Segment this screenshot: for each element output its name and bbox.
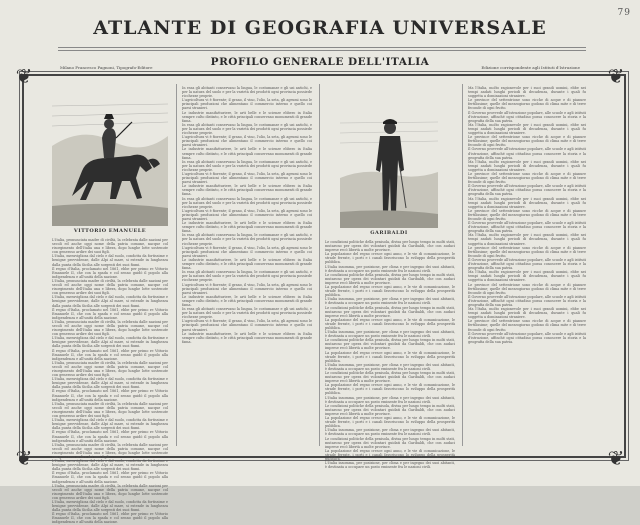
paragraph: La popolazione del regno cresce ogni anno, e le vie di comunicazione, le strade ferrate, i porti e i canali favoriscono lo sviluppo della prosperità pubblica. <box>325 317 455 330</box>
title-rule-double <box>58 50 586 51</box>
paragraph: Il Governo provvede all'istruzione popolare, alle scuole e agli istituti d'istruzione, affinché ogni cittadino possa conoscere la storia e la geografia della sua patria. <box>468 147 586 160</box>
paragraph: In essa gli abitanti conservano la lingua, le costumanze e gli usi antichi, e per la natura del suolo e per la varietà dei prodotti ogni provincia possiede ricchezze proprie. <box>182 233 312 246</box>
paragraph: L'Italia, meravigliosa dal cielo e dal suolo, condotta da fortissime e benigne provvidenze, dalle Alpi al mare, si estende in lunghezza dalla punta della Sicilia alle sorgenti dei suoi fiumi. <box>52 254 168 267</box>
paragraph: Le condizioni politiche della penisola, divisa per lungo tempo in molti stati, mutarono per opera dei volontari guidati da Garibaldi, che con audaci imprese recò libertà a molte province. <box>325 338 455 351</box>
paragraph: Ma l'Italia, molto ragionevole per i suoi grandi uomini, ebbe nei tempi andati lunghi periodi di decadenza, durante i quali fu soggetta a dominazioni straniere. <box>468 307 586 320</box>
paragraph: Ma l'Italia, molto ragionevole per i suoi grandi uomini, ebbe nei tempi andati lunghi periodi di decadenza, durante i quali fu soggetta a dominazioni straniere. <box>468 122 586 136</box>
paragraph: La popolazione del regno cresce ogni anno, e le vie di comunicazione, le strade ferrate, i porti e i canali favoriscono lo sviluppo della prosperità pubblica. <box>325 416 455 429</box>
figure-caption-left: VITTORIO EMANUELE <box>73 228 147 234</box>
paragraph: L'Italia insomma, per posizione, per clima e per ingegno dei suoi abitanti, è destinata a occupare un posto eminente fra le nazioni civili. <box>325 330 455 339</box>
paragraph: L'Italia insomma, per posizione, per clima e per ingegno dei suoi abitanti, è destinata a occupare un posto eminente fra le nazioni civili. <box>325 264 455 273</box>
paragraph: Il Governo provvede all'istruzione popolare, alle scuole e agli istituti d'istruzione, affinché ogni cittadino possa conoscere la storia e la geografia della sua patria. <box>468 331 586 344</box>
corner-ornament-bottom-left: ❦ <box>15 446 33 470</box>
column-divider <box>319 84 320 446</box>
section-subtitle: PROFILO GENERALE DELL'ITALIA <box>210 56 430 68</box>
paragraph: L'Italia, meravigliosa dal cielo e dal suolo, condotta da fortissime e benigne provvidenze, dalle Alpi al mare, si estende in lunghezza dalla punta della Sicilia alle sorgenti dei suoi fiumi. <box>52 377 168 390</box>
paragraph: L'agricoltura vi è fiorente; il grano, il vino, l'olio, la seta, gli agrumi sono le principali produzioni che alimentano il commercio interno e quello coi paesi stranieri. <box>182 245 312 258</box>
paragraph: Il regno d'Italia, proclamato nel 1861, ebbe per primo re Vittorio Emanuele II, che con la spada e col senno guidò il popolo alla indipendenza e all'unità della nazione. <box>52 512 168 525</box>
text-column-3 <box>325 240 455 470</box>
paragraph: Il regno d'Italia, proclamato nel 1861, ebbe per primo re Vittorio Emanuele II, che con la spada e col senno guidò il popolo alla indipendenza e all'unità della nazione. <box>52 266 168 279</box>
atlas-title: ATLANTE DI GEOGRAFIA UNIVERSALE <box>93 17 547 39</box>
column-divider <box>176 84 177 446</box>
paragraph: L'Italia, pronunciata madre di civiltà, la celebrata dalle nazioni per secoli ed anche oggi nome della patria comune, nacque col risorgimento dell'Italia una e libera, dopo lunghe lotte sostenute con generoso ardire dei suoi figli. <box>52 483 168 500</box>
paragraph: Il Governo provvede all'istruzione popolare, alle scuole e agli istituti d'istruzione, affinché ogni cittadino possa conoscere la storia e la geografia della sua patria. <box>468 257 586 271</box>
paragraph: L'agricoltura vi è fiorente; il grano, il vino, l'olio, la seta, gli agrumi sono le principali produzioni che alimentano il commercio interno e quello coi paesi stranieri. <box>182 171 312 185</box>
paragraph: Le condizioni politiche della penisola, divisa per lungo tempo in molti stati, mutarono per opera dei volontari guidati da Garibaldi, che con audaci imprese recò libertà a molte province. <box>325 240 455 253</box>
paragraph: Le condizioni politiche della penisola, divisa per lungo tempo in molti stati, mutarono per opera dei volontari guidati da Garibaldi, che con audaci imprese recò libertà a molte province. <box>325 305 455 318</box>
paragraph: L'agricoltura vi è fiorente; il grano, il vino, l'olio, la seta, gli agrumi sono le principali produzioni che alimentano il commercio interno e quello coi paesi stranieri. <box>182 319 312 332</box>
paragraph: Le province del settentrione sono ricche di acque e di pianure fertilissime; quelle del mezzogiorno godono di clima mite e di terre feconde di ogni frutto. <box>468 208 586 221</box>
paragraph: Le industrie manifatturiere, le arti belle e le scienze ebbero in Italia sempre culto distinto, e le città principali conservano monumenti di grande fama. <box>182 294 313 307</box>
paragraph: Ma l'Italia, molto ragionevole per i suoi grandi uomini, ebbe nei tempi andati lunghi periodi di decadenza, durante i quali fu soggetta a dominazioni straniere. <box>468 196 586 209</box>
text-column-1 <box>52 238 168 525</box>
paragraph: In essa gli abitanti conservano la lingua, le costumanze e gli usi antichi, e per la natura del suolo e per la varietà dei prodotti ogni provincia possiede ricchezze proprie. <box>182 122 312 136</box>
paragraph: La popolazione del regno cresce ogni anno, e le vie di comunicazione, le strade ferrate, i porti e i canali favoriscono lo sviluppo della prosperità pubblica. <box>325 252 455 265</box>
text-column-2 <box>182 86 312 444</box>
paragraph: Ma l'Italia, molto ragionevole per i suoi grandi uomini, ebbe nei tempi andati lunghi periodi di decadenza, durante i quali fu soggetta a dominazioni straniere. <box>468 159 586 172</box>
paragraph: L'Italia, meravigliosa dal cielo e dal suolo, condotta da fortissime e benigne provvidenze, dalle Alpi al mare, si estende in lunghezza dalla punta della Sicilia alle sorgenti dei suoi fiumi. <box>52 418 168 431</box>
paragraph: In essa gli abitanti conservano la lingua, le costumanze e gli usi antichi, e per la natura del suolo e per la varietà dei prodotti ogni provincia possiede ricchezze proprie. <box>182 159 312 172</box>
column-divider <box>462 84 463 446</box>
page-number: 79 <box>617 8 631 18</box>
paragraph: Le condizioni politiche della penisola, divisa per lungo tempo in molti stati, mutarono per opera dei volontari guidati da Garibaldi, che con audaci imprese recò libertà a molte province. <box>325 403 455 416</box>
paragraph: Le industrie manifatturiere, le arti belle e le scienze ebbero in Italia sempre culto distinto, e le città principali conservano monumenti di grande fama. <box>182 331 313 344</box>
paragraph: Ma l'Italia, molto ragionevole per i suoi grandi uomini, ebbe nei tempi andati lunghi periodi di decadenza, durante i quali fu soggetta a dominazioni straniere. <box>468 270 586 283</box>
corner-ornament-top-left: ❦ <box>15 64 33 88</box>
paragraph: In essa gli abitanti conservano la lingua, le costumanze e gli usi antichi, e per la natura del suolo e per la varietà dei prodotti ogni provincia possiede ricchezze proprie. <box>182 196 312 209</box>
paragraph: Le industrie manifatturiere, le arti belle e le scienze ebbero in Italia sempre culto distinto, e le città principali conservano monumenti di grande fama. <box>182 110 313 123</box>
paragraph: La popolazione del regno cresce ogni anno, e le vie di comunicazione, le strade ferrate, i porti e i canali favoriscono lo sviluppo della prosperità pubblica. <box>325 350 455 363</box>
paragraph: L'Italia insomma, per posizione, per clima e per ingegno dei suoi abitanti, è destinata a occupare un posto eminente fra le nazioni civili. <box>325 395 455 404</box>
paragraph: Il Governo provvede all'istruzione popolare, alle scuole e agli istituti d'istruzione, affinché ogni cittadino possa conoscere la storia e la geografia della sua patria. <box>468 221 586 234</box>
paragraph: La popolazione del regno cresce ogni anno, e le vie di comunicazione, le strade ferrate, i porti e i canali favoriscono lo sviluppo della prosperità pubblica. <box>325 285 455 298</box>
paragraph: Ma l'Italia, molto ragionevole per i suoi grandi uomini, ebbe nei tempi andati lunghi periodi di decadenza, durante i quali fu soggetta a dominazioni straniere. <box>468 86 586 99</box>
vittorio-emanuele-engraving <box>52 86 168 226</box>
paragraph: Le province del settentrione sono ricche di acque e di pianure fertilissime; quelle del mezzogiorno godono di clima mite e di terre feconde di ogni frutto. <box>468 98 586 111</box>
paragraph: L'agricoltura vi è fiorente; il grano, il vino, l'olio, la seta, gli agrumi sono le principali produzioni che alimentano il commercio interno e quello coi paesi stranieri. <box>182 135 312 148</box>
paragraph: La popolazione del regno cresce ogni anno, e le vie di comunicazione, le strade ferrate, i porti e i canali favoriscono lo sviluppo della prosperità pubblica. <box>325 383 455 396</box>
paragraph: Le industrie manifatturiere, le arti belle e le scienze ebbero in Italia sempre culto distinto, e le città principali conservano monumenti di grande fama. <box>182 184 313 197</box>
paragraph: La popolazione del regno cresce ogni anno, e le vie di comunicazione, le strade ferrate, i porti e i canali favoriscono lo sviluppo della prosperità pubblica. <box>325 448 455 461</box>
paragraph: Le condizioni politiche della penisola, divisa per lungo tempo in molti stati, mutarono per opera dei volontari guidati da Garibaldi, che con audaci imprese recò libertà a molte province. <box>325 272 455 285</box>
paragraph: L'agricoltura vi è fiorente; il grano, il vino, l'olio, la seta, gli agrumi sono le principali produzioni che alimentano il commercio interno e quello coi paesi stranieri. <box>182 282 312 295</box>
paragraph: Le industrie manifatturiere, le arti belle e le scienze ebbero in Italia sempre culto distinto, e le città principali conservano monumenti di grande fama. <box>182 147 313 160</box>
paragraph: Il regno d'Italia, proclamato nel 1861, ebbe per primo re Vittorio Emanuele II, che con la spada e col senno guidò il popolo alla indipendenza e all'unità della nazione. <box>52 389 168 402</box>
paragraph: Il regno d'Italia, proclamato nel 1861, ebbe per primo re Vittorio Emanuele II, che con la spada e col senno guidò il popolo alla indipendenza e all'unità della nazione. <box>52 471 168 484</box>
paragraph: Il regno d'Italia, proclamato nel 1861, ebbe per primo re Vittorio Emanuele II, che con la spada e col senno guidò il popolo alla indipendenza e all'unità della nazione. <box>52 430 168 443</box>
paragraph: L'Italia, pronunciata madre di civiltà, la celebrata dalle nazioni per secoli ed anche oggi nome della patria comune, nacque col risorgimento dell'Italia una e libera, dopo lunghe lotte sostenute con generoso ardire dei suoi figli. <box>52 238 168 255</box>
paragraph: Il Governo provvede all'istruzione popolare, alle scuole e agli istituti d'istruzione, affinché ogni cittadino possa conoscere la storia e la geografia della sua patria. <box>468 184 586 197</box>
paragraph: In essa gli abitanti conservano la lingua, le costumanze e gli usi antichi, e per la natura del suolo e per la varietà dei prodotti ogni provincia possiede ricchezze proprie. <box>182 270 312 283</box>
paragraph: Il regno d'Italia, proclamato nel 1861, ebbe per primo re Vittorio Emanuele II, che con la spada e col senno guidò il popolo alla indipendenza e all'unità della nazione. <box>52 348 168 361</box>
paragraph: Le condizioni politiche della penisola, divisa per lungo tempo in molti stati, mutarono per opera dei volontari guidati da Garibaldi, che con audaci imprese recò libertà a molte province. <box>325 436 455 449</box>
text-column-4 <box>468 86 586 444</box>
title-rule <box>58 47 586 48</box>
paragraph: L'Italia insomma, per posizione, per clima e per ingegno dei suoi abitanti, è destinata a occupare un posto eminente fra le nazioni civili. <box>325 461 455 470</box>
paragraph: Le condizioni politiche della penisola, divisa per lungo tempo in molti stati, mutarono per opera dei volontari guidati da Garibaldi, che con audaci imprese recò libertà a molte province. <box>325 371 455 384</box>
paragraph: Le province del settentrione sono ricche di acque e di pianure fertilissime; quelle del mezzogiorno godono di clima mite e di terre feconde di ogni frutto. <box>468 319 586 332</box>
corner-ornament-bottom-right: ❦ <box>607 446 625 470</box>
paragraph: L'agricoltura vi è fiorente; il grano, il vino, l'olio, la seta, gli agrumi sono le principali produzioni che alimentano il commercio interno e quello coi paesi stranieri. <box>182 208 312 221</box>
paragraph: Il Governo provvede all'istruzione popolare, alle scuole e agli istituti d'istruzione, affinché ogni cittadino possa conoscere la storia e la geografia della sua patria. <box>468 294 586 307</box>
figure-caption-center: GARIBALDI <box>370 230 408 236</box>
paragraph: Le industrie manifatturiere, le arti belle e le scienze ebbero in Italia sempre culto distinto, e le città principali conservano monumenti di grande fama. <box>182 221 313 234</box>
header-right-note: Edizione corrispondente agli Istituti d'Istruzione <box>481 65 580 70</box>
paragraph: L'Italia, meravigliosa dal cielo e dal suolo, condotta da fortissime e benigne provvidenze, dalle Alpi al mare, si estende in lunghezza dalla punta della Sicilia alle sorgenti dei suoi fiumi. <box>52 500 168 513</box>
paragraph: L'Italia, pronunciata madre di civiltà, la celebrata dalle nazioni per secoli ed anche oggi nome della patria comune, nacque col risorgimento dell'Italia una e libera, dopo lunghe lotte sostenute con generoso ardire dei suoi figli. <box>52 401 168 419</box>
paragraph: L'Italia insomma, per posizione, per clima e per ingegno dei suoi abitanti, è destinata a occupare un posto eminente fra le nazioni civili. <box>325 297 455 306</box>
garibaldi-engraving <box>340 108 438 228</box>
paragraph: L'Italia, pronunciata madre di civiltà, la celebrata dalle nazioni per secoli ed anche oggi nome della patria comune, nacque col risorgimento dell'Italia una e libera, dopo lunghe lotte sostenute con generoso ardire dei suoi figli. <box>52 442 168 459</box>
paragraph: L'Italia, pronunciata madre di civiltà, la celebrata dalle nazioni per secoli ed anche oggi nome della patria comune, nacque col risorgimento dell'Italia una e libera, dopo lunghe lotte sostenute con generoso ardire dei suoi figli. <box>52 319 168 337</box>
paragraph: Le industrie manifatturiere, le arti belle e le scienze ebbero in Italia sempre culto distinto, e le città principali conservano monumenti di grande fama. <box>182 257 313 271</box>
paragraph: L'Italia, pronunciata madre di civiltà, la celebrata dalle nazioni per secoli ed anche oggi nome della patria comune, nacque col risorgimento dell'Italia una e libera, dopo lunghe lotte sostenute con generoso ardire dei suoi figli. <box>52 278 168 296</box>
paragraph: Le province del settentrione sono ricche di acque e di pianure fertilissime; quelle del mezzogiorno godono di clima mite e di terre feconde di ogni frutto. <box>468 171 586 185</box>
paragraph: In essa gli abitanti conservano la lingua, le costumanze e gli usi antichi, e per la natura del suolo e per la varietà dei prodotti ogni provincia possiede ricchezze proprie. <box>182 307 312 320</box>
header-left-note: Milano Francesco Pagnoni, Tipografo-Editore <box>60 65 153 70</box>
paragraph: In essa gli abitanti conservano la lingua, le costumanze e gli usi antichi, e per la natura del suolo e per la varietà dei prodotti ogni provincia possiede ricchezze proprie. <box>182 86 312 99</box>
paragraph: L'Italia, meravigliosa dal cielo e dal suolo, condotta da fortissime e benigne provvidenze, dalle Alpi al mare, si estende in lunghezza dalla punta della Sicilia alle sorgenti dei suoi fiumi. <box>52 336 168 349</box>
paragraph: L'agricoltura vi è fiorente; il grano, il vino, l'olio, la seta, gli agrumi sono le principali produzioni che alimentano il commercio interno e quello coi paesi stranieri. <box>182 98 312 111</box>
paragraph: L'Italia, pronunciata madre di civiltà, la celebrata dalle nazioni per secoli ed anche oggi nome della patria comune, nacque col risorgimento dell'Italia una e libera, dopo lunghe lotte sostenute con generoso ardire dei suoi figli. <box>52 360 168 378</box>
paragraph: Le province del settentrione sono ricche di acque e di pianure fertilissime; quelle del mezzogiorno godono di clima mite e di terre feconde di ogni frutto. <box>468 245 586 258</box>
corner-ornament-top-right: ❦ <box>607 64 625 88</box>
paragraph: Le province del settentrione sono ricche di acque e di pianure fertilissime; quelle del mezzogiorno godono di clima mite e di terre feconde di ogni frutto. <box>468 282 586 295</box>
paragraph: Le province del settentrione sono ricche di acque e di pianure fertilissime; quelle del mezzogiorno godono di clima mite e di terre feconde di ogni frutto. <box>468 135 586 148</box>
paragraph: L'Italia insomma, per posizione, per clima e per ingegno dei suoi abitanti, è destinata a occupare un posto eminente fra le nazioni civili. <box>325 362 455 371</box>
paragraph: Il regno d'Italia, proclamato nel 1861, ebbe per primo re Vittorio Emanuele II, che con la spada e col senno guidò il popolo alla indipendenza e all'unità della nazione. <box>52 307 168 320</box>
paragraph: Il Governo provvede all'istruzione popolare, alle scuole e agli istituti d'istruzione, affinché ogni cittadino possa conoscere la storia e la geografia della sua patria. <box>468 110 586 123</box>
paragraph: Ma l'Italia, molto ragionevole per i suoi grandi uomini, ebbe nei tempi andati lunghi periodi di decadenza, durante i quali fu soggetta a dominazioni straniere. <box>468 233 586 246</box>
paragraph: L'Italia, meravigliosa dal cielo e dal suolo, condotta da fortissime e benigne provvidenze, dalle Alpi al mare, si estende in lunghezza dalla punta della Sicilia alle sorgenti dei suoi fiumi. <box>52 459 168 472</box>
paragraph: L'Italia, meravigliosa dal cielo e dal suolo, condotta da fortissime e benigne provvidenze, dalle Alpi al mare, si estende in lunghezza dalla punta della Sicilia alle sorgenti dei suoi fiumi. <box>52 295 168 308</box>
paragraph: L'Italia insomma, per posizione, per clima e per ingegno dei suoi abitanti, è destinata a occupare un posto eminente fra le nazioni civili. <box>325 428 455 437</box>
